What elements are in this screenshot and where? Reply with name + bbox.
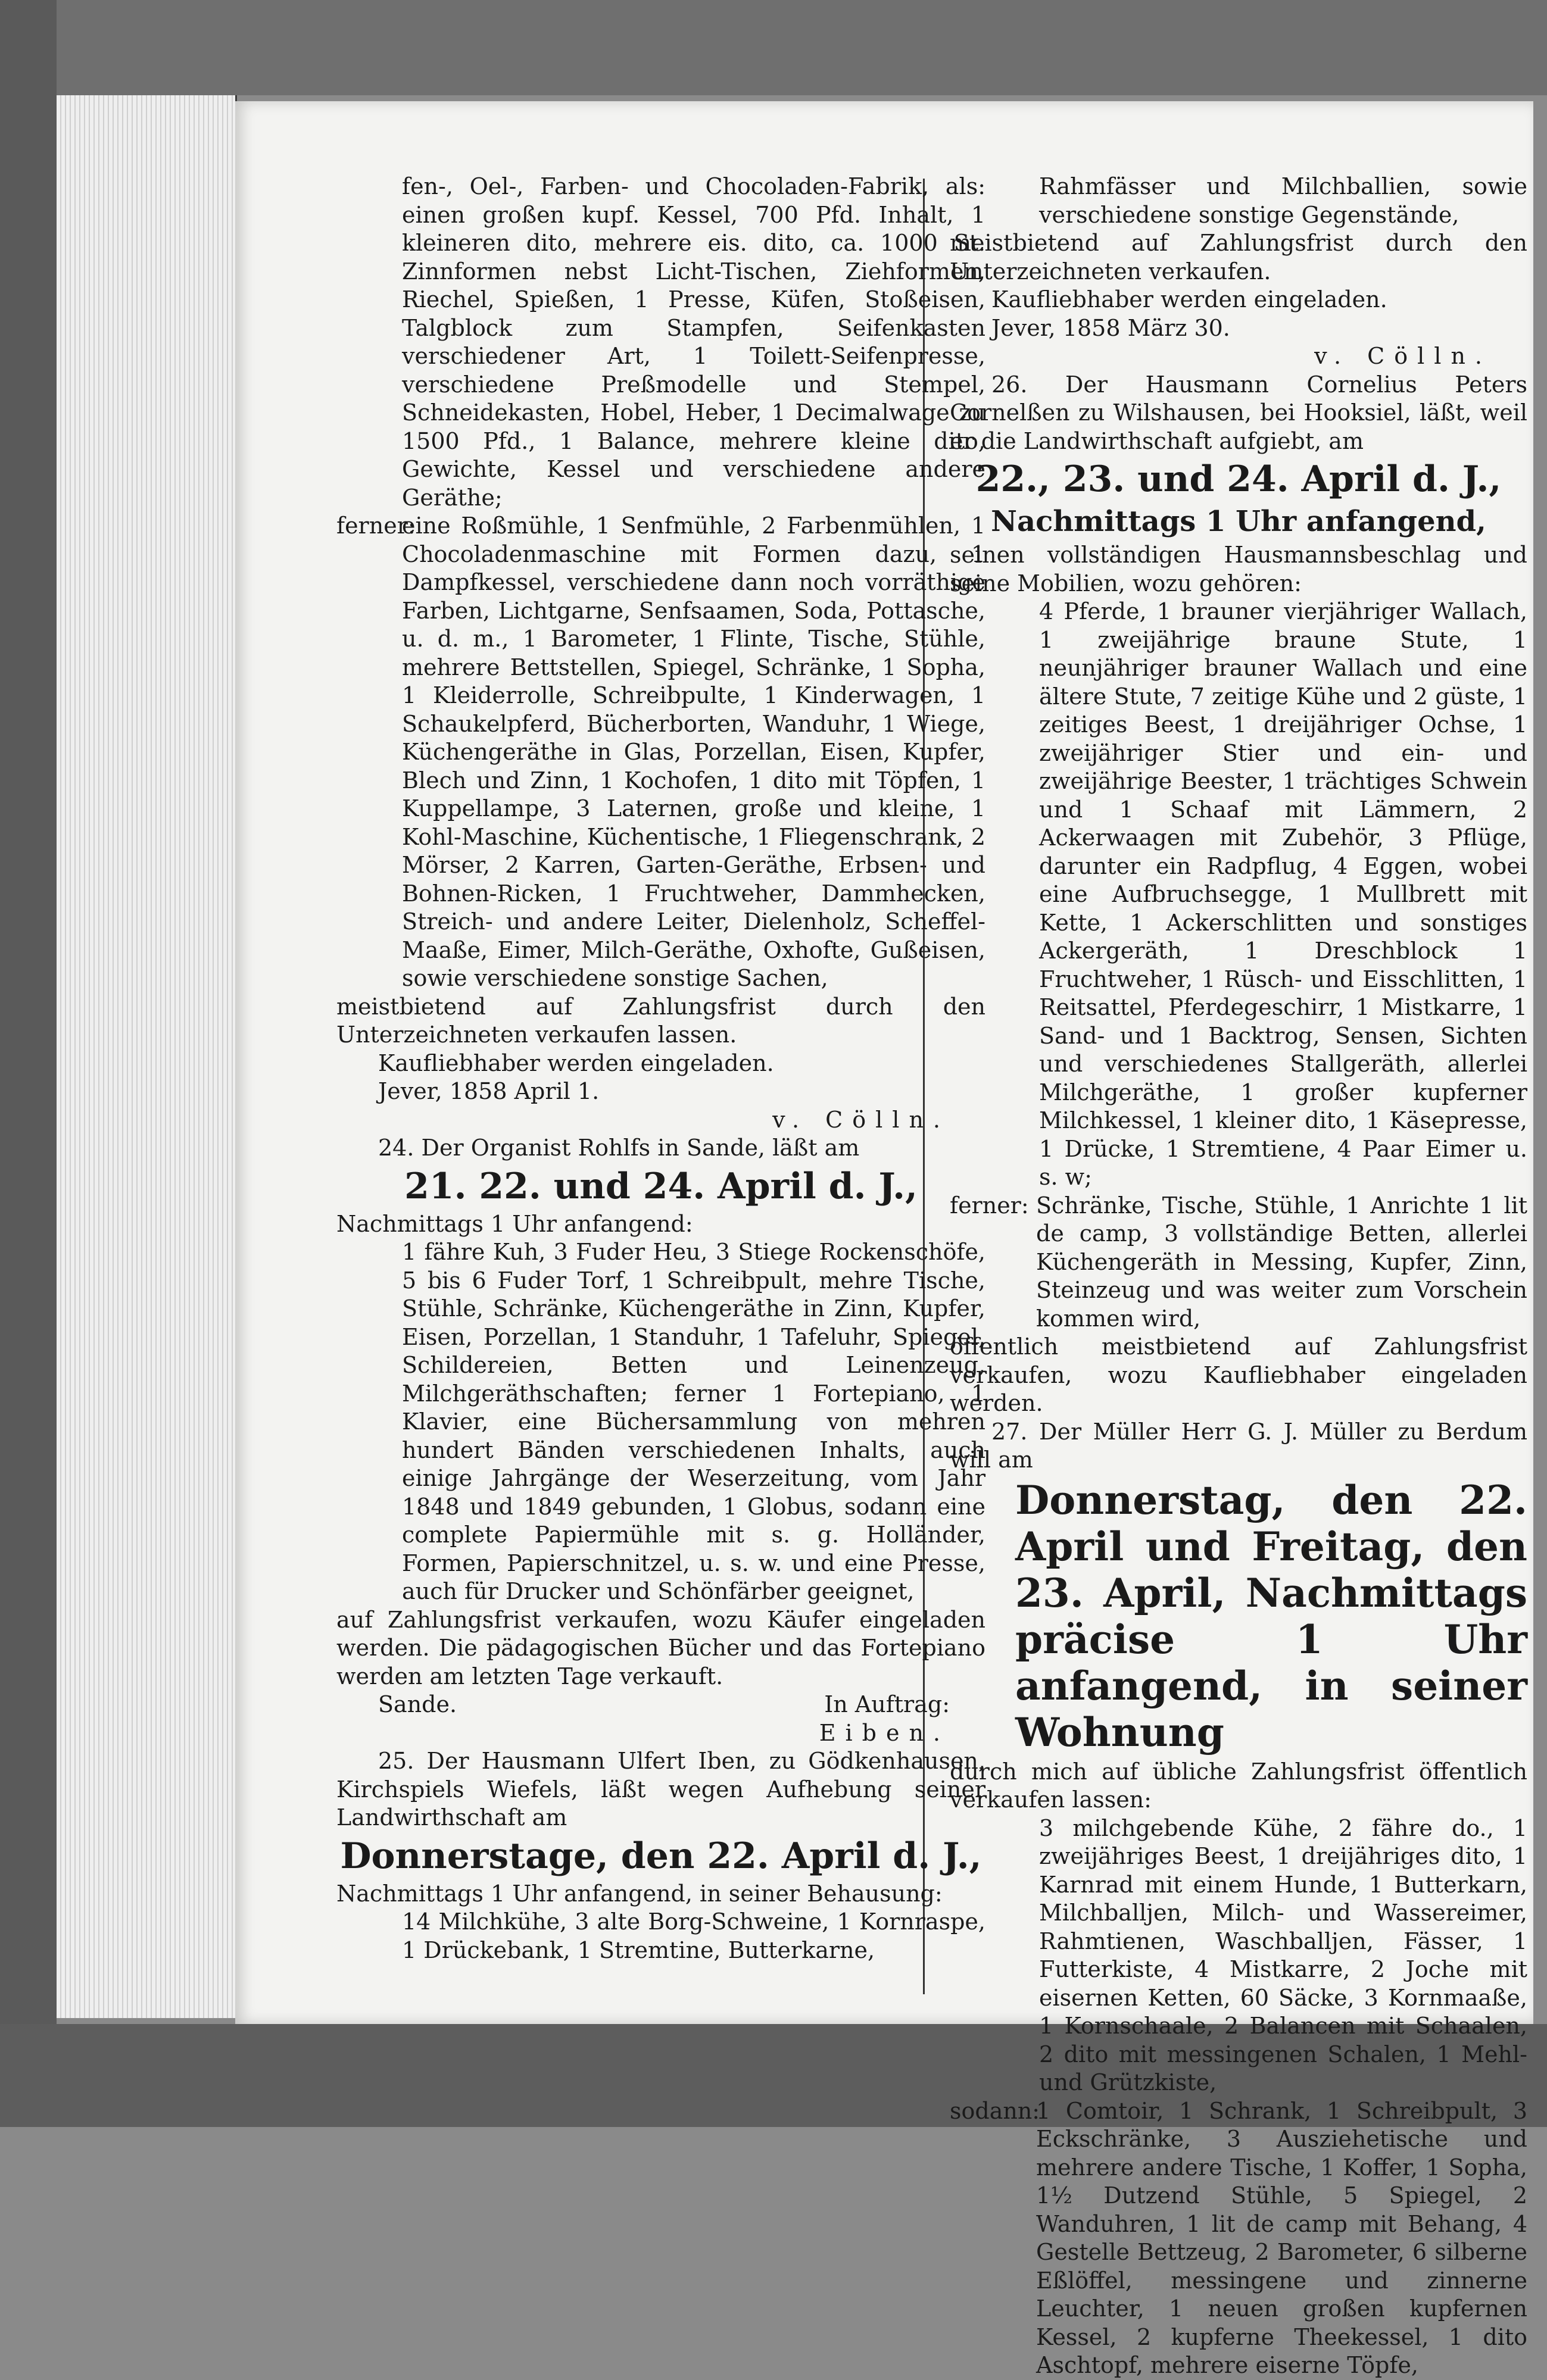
signature: v. Cölln. [1314, 343, 1492, 369]
ferner-block [950, 1192, 1527, 1333]
notice-26-text: seinen vollständigen Hausmannsbeschlag und seine Mobilien, wozu gehören: [950, 542, 1527, 596]
notice-26-closing: öffentlich meistbietend auf Zahlungsfrist verkaufen, wozu Kaufliebhaber eingeladen werden. [950, 1333, 1527, 1416]
ferner-list: eine Roßmühle, 1 Senfmühle, 2 Farbenmühlen, 1 Chocoladenmaschine mit Formen dazu, 1 Dampfkessel, verschiedene dann noch vorräthige Farben, Lichtgarne, Senfsaamen, Soda, Pottasche, u. d. m., 1 Barometer, 1 Flinte, Tische, Stühle, mehrere Bettstellen, Spiegel, Schränke, 1 Sopha, 1 Kleiderrolle, Schreibpulte, 1 Kinderwagen, 1 Schaukelpferd, Bücherborten, Wanduhr, 1 Wiege, Küchengeräthe in Glas, Porzellan, Eisen, Kupfer, Blech und Zinn, 1 Kochofen, 1 dito mit Töpfen, 1 Kuppellampe, 3 Laternen, große und kleine, 1 Kohl-Maschine, Küchentische, 1 Fliegenschrank, 2 Mörser, 2 Karren, Garten-Geräthe, Erbsen- und Bohnen-Ricken, 1 Fruchtweher, Dammhecken, Streich- und andere Leiter, Dielenholz, Scheffel-Maaße, Eimer, Milch-Geräthe, Oxhofte, Gußeisen, sowie verschiedene sonstige Sachen, [402, 513, 985, 991]
sodann-block [950, 2097, 1527, 2380]
closing-text: meistbietend auf Zahlungsfrist durch den Unterzeichneten verkaufen. [950, 230, 1527, 285]
notice-24-closing: auf Zahlungsfrist verkaufen, wozu Käufer eingeladen werden. Die pädagogischen Bücher und das Fortepiano werden am letzten Tage verkauft. [336, 1606, 985, 1689]
ferner-label: ferner: [336, 513, 416, 539]
notice-24-intro: 24. Der Organist Rohlfs in Sande, läßt am [378, 1135, 860, 1161]
right-column [950, 173, 1527, 2380]
ferner-block [336, 512, 985, 993]
left-column [336, 173, 985, 1964]
notice-26-intro: 26. Der Hausmann Cornelius Peters Cornelßen zu Wilshausen, bei Hooksiel, läßt, weil er die Landwirthschaft aufgiebt, am [950, 371, 1527, 454]
notice-26-heading-dates: 22., 23. und 24. April d. J., [975, 458, 1502, 500]
notice-25-heading: Donnerstage, den 22. April d. J., [340, 1835, 982, 1877]
signature: v. Cölln. [772, 1106, 950, 1133]
invitation-text: Kaufliebhaber werden eingeladen. [378, 1050, 774, 1076]
notice-24-signature: Eiben. [819, 1719, 950, 1746]
notice-26-list: 4 Pferde, 1 brauner vierjähriger Wallach, 1 zweijährige braune Stute, 1 neunjähriger brauner Wallach und eine ältere Stute, 7 zeitige Kühe und 2 güste, 1 zeitiges Beest, 1 dreijähriger Ochse, 1 zweijähriger Stier und ein- und zweijährige Beester, 1 trächtiges Schwein und 1 Schaaf mit Lämmern, 2 Ackerwaagen mit Zubehör, 3 Pflüge, darunter ein Radpflug, 4 Eggen, wobei eine Aufbruchsegge, 1 Mullbrett mit Kette, 1 Ackerschlitten und sonstiges Ackergeräth, 1 Dreschblock 1 Fruchtweher, 1 Rüsch- und Eisschlitten, 1 Reitsattel, Pferdegeschirr, 1 Mistkarre, 1 Sand- und 1 Backtrog, Sensen, Sichten und verschiedenes Stallgeräth, allerlei Milchgeräthe, 1 großer kupferner Milchkessel, 1 kleiner dito, 1 Käsepresse, 1 Drücke, 1 Stremtiene, 4 Paar Eimer u. s. w; [1039, 598, 1527, 1190]
notice-27-heading: Donnerstag, den 22. April und Freitag, den 23. April, Nachmittags präcise 1 Uhr anfangend, in seiner Wohnung [1015, 1476, 1527, 1756]
sodann-label: sodann: [950, 2097, 1040, 2124]
dateline: Jever, 1858 April 1. [378, 1078, 600, 1104]
notice-24-time: Nachmittags 1 Uhr anfangend: [336, 1210, 693, 1237]
notice-24-place: Sande. [378, 1691, 457, 1717]
notice-25-intro: 25. Der Hausmann Ulfert Iben, zu Gödkenhausen, Kirchspiels Wiefels, läßt wegen Aufhebung seiner Landwirthschaft am [336, 1748, 985, 1831]
notice-24-list: 1 fähre Kuh, 3 Fuder Heu, 3 Stiege Rockenschöfe, 5 bis 6 Fuder Torf, 1 Schreibpult, mehre Tische, Stühle, Schränke, Küchengeräthe in Zinn, Kupfer, Eisen, Porzellan, 1 Standuhr, 1 Tafeluhr, Spiegel, Schildereien, Betten und Leinenzeug, Milchgeräthschaften; ferner 1 Fortepiano, 1 Klavier, eine Büchersammlung von mehren hundert Bänden verschiedenen Inhalts, auch einige Jahrgänge der Weserzeitung, vom Jahr 1848 und 1849 gebunden, 1 Globus, sodann eine complete Papiermühle mit s. g. Holländer, Formen, Papierschnitzel, u. s. w. und eine Presse, auch für Drucker und Schönfärber geeignet, [402, 1239, 985, 1604]
notice-24-footer [336, 1691, 985, 1719]
newspaper-page [235, 101, 1533, 2378]
ferner-label: ferner: [950, 1192, 1029, 1219]
ferner-list: Schränke, Tische, Stühle, 1 Anrichte 1 lit de camp, 3 vollständige Betten, allerlei Küchengeräth in Messing, Kupfer, Zinn, Steinzeug und was weiter zum Vorschein kommen wird, [1036, 1192, 1527, 1332]
notice-27-intro: 27. Der Müller Herr G. J. Müller zu Berdum will am [950, 1418, 1527, 1473]
notice-24-auftrag: In Auftrag: [824, 1691, 950, 1717]
item-list: fen-, Oel-, Farben- und Chocoladen-Fabrik, als: einen großen kupf. Kessel, 700 Pfd. Inhalt, 1 kleineren dito, mehrere eis. dito, ca. 1000 St. Zinnformen nebst Licht-Tischen, Ziehformen, Riechel, Spießen, 1 Presse, Küfen, Stoßeisen, Talgblock zum Stampfen, Seifenkasten verschiedener Art, 1 Toilett-Seifenpresse, verschiedene Preßmodelle und Stempel, Schneidekasten, Hobel, Heber, 1 Decimalwage zu 1500 Pfd., 1 Balance, mehrere kleine dito, Gewichte, Kessel und verschiedene andere Geräthe; [402, 173, 985, 511]
notice-26-heading-time: Nachmittags 1 Uhr anfangend, [991, 505, 1486, 538]
notice-27-list: 3 milchgebende Kühe, 2 fähre do., 1 zweijähriges Beest, 1 dreijähriges dito, 1 Karnrad mit einem Hunde, 1 Butterkarn, Milchballjen, Milch- und Wassereimer, Rahmtienen, Waschballjen, Fässer, 1 Futterkiste, 4 Mistkarre, 2 Joche mit eisernen Ketten, 60 Säcke, 3 Kornmaaße, 1 Kornschaale, 2 Balancen mit Schaalen, 2 dito mit messingenen Schalen, 1 Mehl- und Grützkiste, [1039, 1814, 1527, 2095]
sodann-list: 1 Comtoir, 1 Schrank, 1 Schreibpult, 3 Eckschränke, 3 Ausziehetische und mehrere andere Tische, 1 Koffer, 1 Sopha, 1½ Dutzend Stühle, 5 Spiegel, 2 Wanduhren, 1 lit de camp mit Behang, 4 Gestelle Bettzeug, 2 Barometer, 6 silberne Eßlöffel, messingene und zinnerne Leuchter, 1 neuen großen kupfernen Kessel, 2 kupferne Theekessel, 1 dito Aschtopf, mehrere eiserne Töpfe, [1036, 2097, 1527, 2378]
notice-25-time: Nachmittags 1 Uhr anfangend, in seiner Behausung: [336, 1880, 943, 1907]
notice-27-text: durch mich auf übliche Zahlungsfrist öffentlich verkaufen lassen: [950, 1758, 1527, 1813]
scan-background-top [0, 0, 1547, 95]
item-list-continued: Rahmfässer und Milchballien, sowie verschiedene sonstige Gegenstände, [1039, 173, 1527, 228]
notice-25-list: 14 Milchkühe, 3 alte Borg-Schweine, 1 Kornraspe, 1 Drückebank, 1 Stremtine, Butterkarne, [402, 1909, 985, 1963]
invitation-text: Kaufliebhaber werden eingeladen. [991, 286, 1387, 313]
dateline: Jever, 1858 März 30. [991, 314, 1230, 341]
book-page-edges [57, 95, 237, 2018]
notice-24-heading: 21. 22. und 24. April d. J., [404, 1165, 918, 1207]
closing-text: meistbietend auf Zahlungsfrist durch den Unterzeichneten verkaufen lassen. [336, 993, 985, 1048]
scan-background-left [0, 0, 57, 2127]
